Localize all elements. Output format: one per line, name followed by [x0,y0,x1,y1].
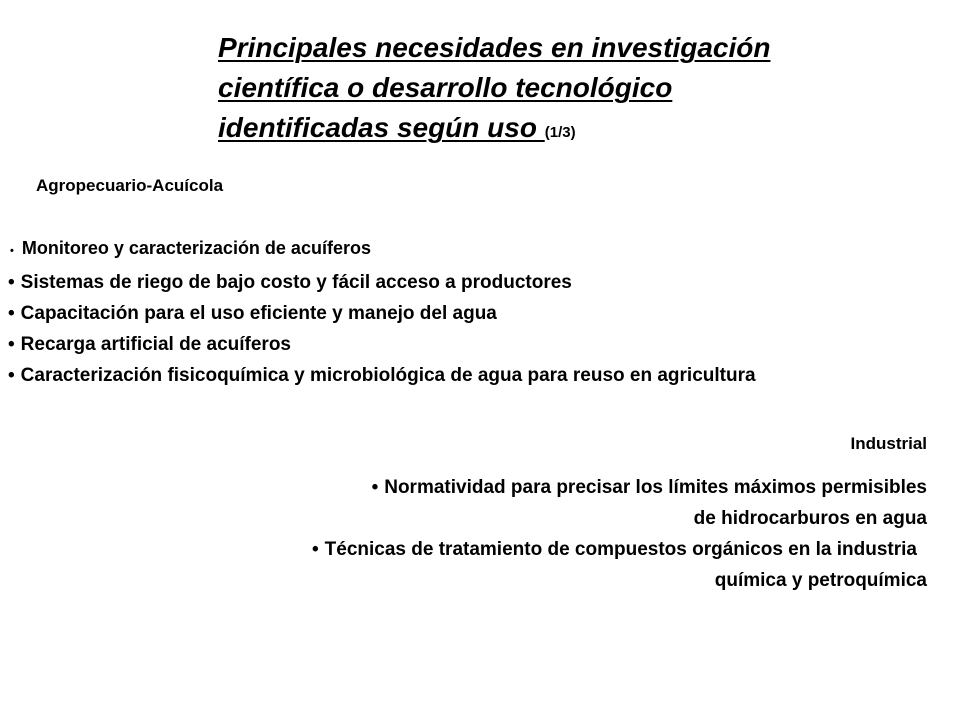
list-item-text: Capacitación para el uso eficiente y manejo del agua [20,303,497,324]
title-page-indicator: (1/3) [544,124,576,141]
title-line-2: científica o desarrollo tecnológico [218,72,673,103]
list-item-text: Monitoreo y caracterización de acuíferos [21,238,371,258]
list-item [8,267,938,298]
agro-list [8,233,938,391]
bullet-icon: • [8,272,15,293]
list-item-text-line-1: Normatividad para precisar los límites máximos permisibles [384,477,927,498]
list-item-text-line-2: química y petroquímica [714,570,927,591]
list-item-text-line-1: Técnicas de tratamiento de compuestos orgánicos en la industria [324,539,917,560]
list-item [47,534,927,596]
industrial-section-heading: Industrial [850,434,927,453]
list-item [8,360,938,391]
list-item [8,298,938,329]
title-line-1: Principales necesidades en investigación [218,32,771,63]
bullet-icon: • [312,539,319,560]
list-item [8,329,938,360]
slide-title [218,28,938,153]
bullet-icon: • [10,245,14,257]
list-item [8,233,938,267]
list-item-text: Caracterización fisicoquímica y microbiológica de agua para reuso en agricultura [20,365,756,386]
title-line-3: identificadas según uso [218,112,545,143]
list-item [47,472,927,534]
list-item-text-line-2: de hidrocarburos en agua [693,508,927,529]
industrial-list [47,472,927,596]
bullet-icon: • [8,303,15,324]
agro-section-heading: Agropecuario-Acuícola [36,176,224,195]
bullet-icon: • [8,365,15,386]
bullet-icon: • [8,334,15,355]
list-item-text: Sistemas de riego de bajo costo y fácil acceso a productores [20,272,572,293]
list-item-text: Recarga artificial de acuíferos [20,334,291,355]
bullet-icon: • [371,477,379,498]
